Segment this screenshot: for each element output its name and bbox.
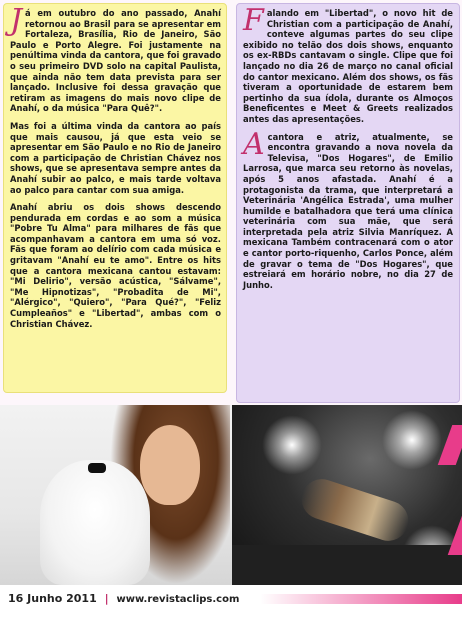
- stage-light: [262, 415, 322, 475]
- left-text-panel: [3, 3, 227, 393]
- stage-floor: [232, 545, 462, 585]
- right-text-panel: [236, 3, 460, 403]
- photo-strip: [0, 405, 462, 585]
- footer-separator: |: [104, 592, 109, 605]
- dog-bow-shape: [88, 463, 106, 473]
- face-shape: [140, 425, 200, 505]
- drop-cap-f: F: [243, 3, 264, 38]
- footer-text: [8, 592, 239, 605]
- website-url[interactable]: www.revistaclips.com: [116, 594, 240, 605]
- paragraph-text: á em outubro do ano passado, Anahí retornou ao Brasil para se apresentar em Fortaleza, Brasília, Rio de Janeiro, São Paulo e Porto Alegre. Foi justamente na penúltima vinda da cantora, que foi gravado o seu primeiro DVD solo na capital Paulista, que ainda não tem data prevista para ser lançado. Inclusive foi dessa gravação que retiram as imagens do mais novo clipe de Anahí, o da música "Para Quê?".: [10, 8, 221, 114]
- paragraph-text: cantora e atriz, atualmente, se encontra gravando a nova novela da Televisa, "Dos Hogares", de Emilio Larrosa, que marca seu retorno às novelas, após 5 anos afastada. Anahí é a protagonista da trama, que interpretará a Veterinária 'Angélica Estrada', uma mulher humilde e batalhadora que terá uma clínica veterinária com sua mãe, que será interpretada pela atriz Silvia Manríquez. A mexicana Também contracenará com o ator e cantor porto-riquenho, Carlos Ponce, além de gravar o tema de "Dos Hogares", que estreiará em horário nobre, no dia 27 de Junho.: [243, 131, 453, 290]
- drop-cap-a: A: [243, 126, 265, 162]
- white-dog-shape: [40, 460, 150, 585]
- article-paragraph-2: Mas foi a última vinda da cantora ao país que mais causou, já que esta veio se apresentar em São Paulo e no Rio de Janeiro com a participação de Christian Chávez nos shows, que se apresentava sempre antes da Anahí subir ao palco, e mais tarde voltava ao palco para cantar com sua amiga.: [10, 120, 221, 195]
- stage-light: [382, 410, 442, 470]
- photo-anahi-with-dog: [0, 405, 232, 585]
- article-paragraph-3: Anahí abriu os dois shows descendo pendurada em cordas e ao som a música "Pobre Tu Alma" para milhares de fãs que acompanhavam a cantora em uma só voz. Fãs que foram ao delírio com cada música e gritavam "Anahí eu te amo". Entre os hits que a cantora mexicana cantou estavam: "Mi Delirio", versão acústica, "Sálvame", "Me Hipnotizas", "Probadita de Mi", "Alérgico", "Quiero", "Para Qué?", "Feliz Cumpleaños" e "Libertad", ambas com o Christian Chávez.: [10, 202, 221, 329]
- page-number: 16: [8, 592, 24, 605]
- article-paragraph-4: [243, 3, 453, 125]
- footer-pink-bar: [260, 594, 462, 604]
- drop-cap-j: J: [10, 3, 23, 38]
- issue-date: Junho 2011: [27, 592, 97, 605]
- article-paragraph-5: [243, 126, 453, 291]
- paragraph-text: alando em "Libertad", o novo hit de Christian com a participação de Anahí, conteve algumas partes do seu clipe exibido no telão dos dois shows, enquanto os ex-RBDs cantavam o single. Clipe que foi lançado no dia 26 de março no canal oficial do cantor mexicano. Além dos shows, os fãs tiveram a oportunidade de estarem bem pertinho da sua ídola, durante os Almoços Beneficentes e Meet & Greets realizados antes das apresentações.: [243, 8, 453, 124]
- article-paragraph-1: [10, 3, 221, 114]
